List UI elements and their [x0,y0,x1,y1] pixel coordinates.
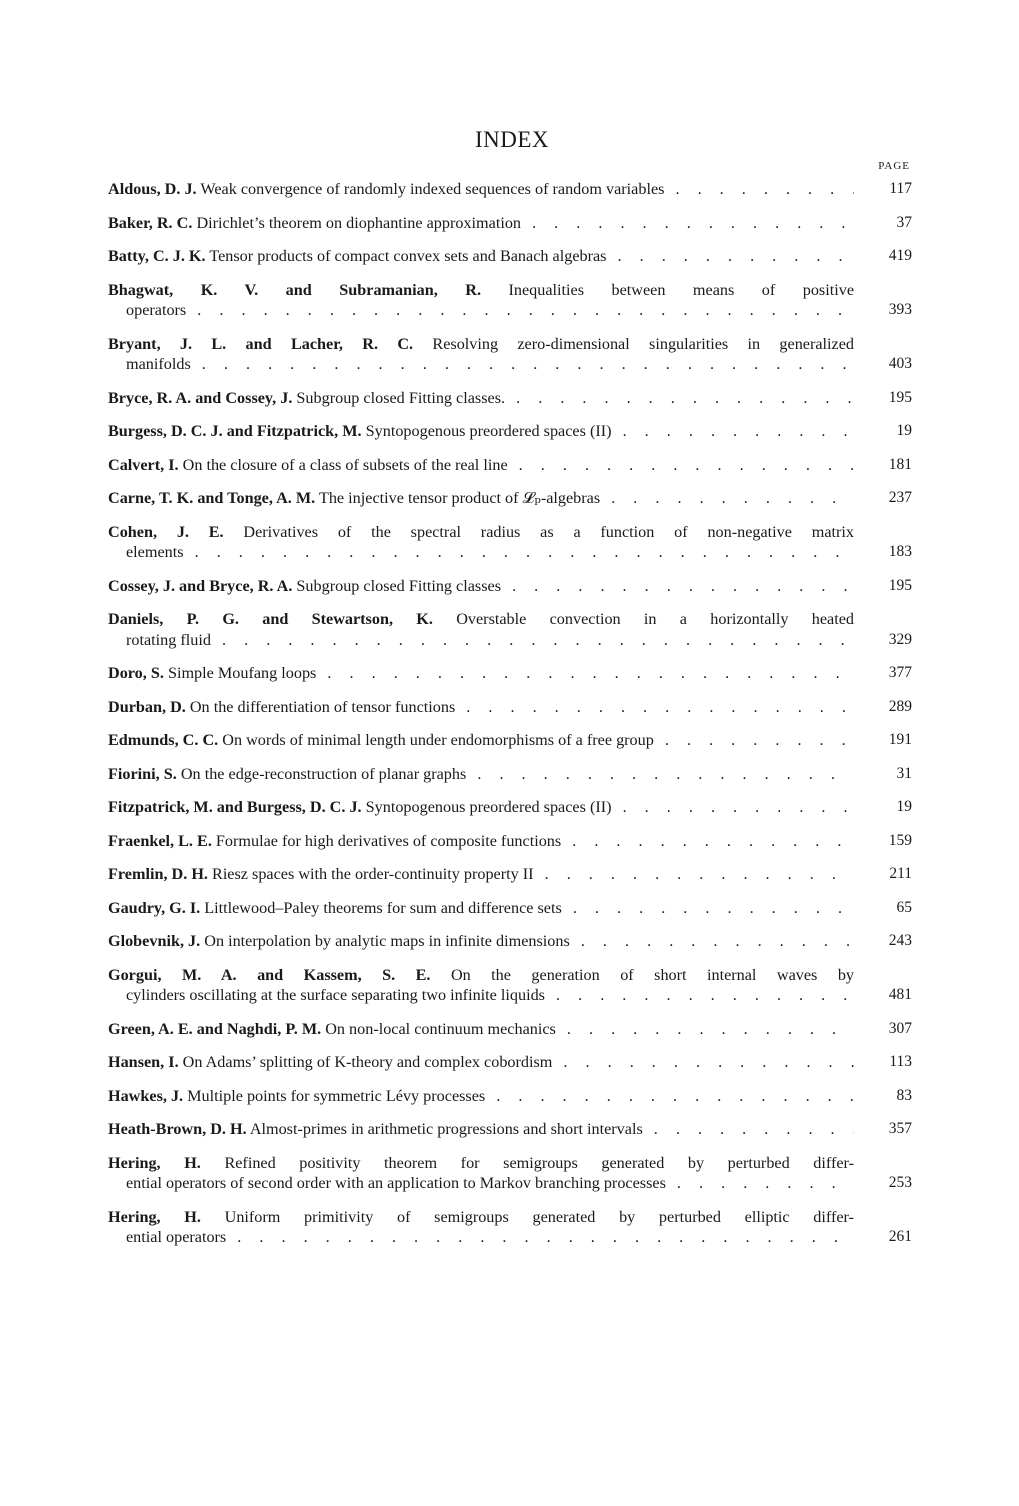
entry-first-line [108,1019,854,1040]
entry-page-number: 481 [888,986,912,1003]
index-page [108,0,916,1506]
entry-title: On the generation of short internal waves by [450,965,854,984]
entry-title: Weak convergence of randomly indexed sequences of random variables [200,180,665,198]
index-entry [108,965,916,1006]
entry-author: Cossey, J. and Bryce, R. A. [108,576,293,595]
index-entry [108,697,916,718]
page-column-heading: PAGE [878,160,910,172]
entry-author: Heath-Brown, D. H. [108,1120,247,1138]
entry-first-line [108,334,854,355]
entry-author: Hansen, I. [108,1053,179,1071]
entry-author: Cohen, J. E. [108,522,224,541]
entry-first-line [108,455,854,476]
entry-title: Riesz spaces with the order-continuity property II [212,865,534,883]
entry-page-number: 191 [888,731,912,748]
index-entries [108,179,916,1261]
entry-title: Littlewood–Paley theorems for sum and difference sets [204,898,562,917]
entry-page-number: 19 [896,798,912,815]
entry-title: On words of minimal length under endomorphisms of a free group [222,731,654,749]
index-entry [108,931,916,952]
entry-author: Gaudry, G. I. [108,898,201,917]
entry-page-number: 195 [888,388,912,406]
entry-author: Fraenkel, L. E. [108,831,212,850]
entry-page-number: 159 [888,831,912,849]
entry-author: Green, A. E. and Naghdi, P. M. [108,1019,322,1038]
index-entry [108,334,916,375]
index-entry [108,797,916,818]
entry-page-number: 211 [889,865,912,882]
entry-page-number: 419 [888,247,912,264]
entry-page-number: 83 [896,1086,912,1104]
entry-title: Tensor products of compact convex sets and Banach algebras [209,247,607,265]
entry-author: Edmunds, C. C. [108,731,219,749]
entry-title-continued: cylinders oscillating at the surface separating two infinite liquids [126,986,545,1004]
entry-continuation-line [108,300,854,321]
page-title: INDEX [474,127,550,152]
entry-first-line [108,488,854,509]
entry-page-number: 19 [896,422,912,439]
entry-title: On the edge-reconstruction of planar graphs [180,764,467,783]
entry-first-line [108,179,854,200]
index-entry [108,455,916,476]
entry-first-line [108,609,854,630]
index-entry [108,280,916,321]
entry-title: Uniform primitivity of semigroups generated by perturbed elliptic differ- [224,1207,854,1226]
entry-first-line [108,1052,854,1073]
entry-author: Bryant, J. L. and Lacher, R. C. [108,334,414,353]
entry-page-number: 253 [888,1174,912,1191]
entry-first-line [108,931,854,952]
entry-page-number: 195 [888,576,912,594]
index-entry [108,663,916,684]
index-entry [108,764,916,785]
entry-page-number: 289 [888,697,912,715]
entry-first-line [108,898,854,919]
entry-page-number: 65 [896,898,912,916]
entry-title: On Adams’ splitting of K-theory and complex cobordism [182,1053,553,1071]
entry-page-number: 183 [888,543,912,560]
entry-author: Gorgui, M. A. and Kassem, S. E. [108,965,431,984]
entry-author: Baker, R. C. [108,213,193,232]
entry-page-number: 113 [889,1053,912,1070]
entry-author: Fremlin, D. H. [108,865,208,883]
index-entry [108,388,916,409]
entry-page-number: 329 [888,630,912,648]
entry-page-number: 37 [896,213,912,231]
index-entry [108,213,916,234]
entry-author: Calvert, I. [108,455,179,474]
entry-author: Durban, D. [108,697,186,716]
index-entry [108,898,916,919]
entry-author: Globevnik, J. [108,932,201,950]
entry-author: Aldous, D. J. [108,180,197,198]
entry-title: Refined positivity theorem for semigroups generated by perturbed differ- [224,1153,854,1172]
entry-title: On non-local continuum mechanics [325,1019,556,1038]
entry-first-line [108,246,854,267]
entry-author: Daniels, P. G. and Stewartson, K. [108,610,433,628]
entry-continuation-line [108,1227,854,1248]
entry-author: Bryce, R. A. and Cossey, J. [108,388,293,407]
index-entry [108,522,916,563]
entry-title: Resolving zero-dimensional singularities in generalized [432,334,854,353]
entry-first-line [108,1153,854,1174]
entry-first-line [108,280,854,301]
entry-title: Subgroup closed Fitting classes. [296,388,506,407]
entry-continuation-line [108,985,854,1006]
entry-author: Bhagwat, K. V. and Subramanian, R. [108,280,481,299]
entry-page-number: 261 [888,1228,912,1245]
entry-page-number: 243 [888,932,912,949]
entry-title: Syntopogenous preordered spaces (II) [365,798,612,816]
index-entry [108,1119,916,1140]
entry-page-number: 31 [896,764,912,782]
entry-title: Syntopogenous preordered spaces (II) [365,422,612,440]
entry-author: Carne, T. K. and Tonge, A. M. [108,489,316,507]
entry-title: On interpolation by analytic maps in infinite dimensions [204,932,570,950]
entry-title-continued: operators [126,301,187,319]
entry-first-line [108,697,854,718]
entry-continuation-line [108,630,854,651]
entry-page-number: 117 [889,180,912,197]
entry-first-line [108,1207,854,1228]
index-entry [108,1086,916,1107]
entry-title-continued: rotating fluid [126,630,211,649]
entry-author: Doro, S. [108,664,164,682]
index-entry [108,864,916,885]
entry-first-line [108,421,854,442]
index-entry [108,421,916,442]
entry-author: Batty, C. J. K. [108,247,206,265]
entry-author: Hering, H. [108,1153,201,1172]
entry-title-continued: elements [126,543,184,561]
index-entry [108,831,916,852]
entry-title: On the differentiation of tensor functions [189,697,456,716]
entry-page-number: 357 [888,1120,912,1137]
index-entry [108,1207,916,1248]
entry-first-line [108,522,854,543]
entry-first-line [108,764,854,785]
entry-page-number: 181 [888,455,912,473]
entry-first-line [108,797,854,818]
entry-author: Fiorini, S. [108,764,177,783]
entry-first-line [108,864,854,885]
entry-first-line [108,663,854,684]
entry-page-number: 403 [888,355,912,372]
entry-page-number: 393 [888,301,912,318]
entry-first-line [108,1119,854,1140]
entry-first-line [108,730,854,751]
entry-title: Dirichlet’s theorem on diophantine approximation [196,213,522,232]
entry-first-line [108,965,854,986]
entry-author: Hawkes, J. [108,1086,184,1105]
entry-author: Burgess, D. C. J. and Fitzpatrick, M. [108,422,362,440]
entry-title-continued: manifolds [126,355,191,373]
entry-title: Multiple points for symmetric Lévy processes [187,1086,486,1105]
entry-author: Hering, H. [108,1207,201,1226]
index-entry [108,488,916,509]
entry-page-number: 377 [888,664,912,681]
index-entry [108,246,916,267]
entry-continuation-line [108,1173,854,1194]
entry-title: On the closure of a class of subsets of the real line [182,455,508,474]
entry-page-number: 307 [888,1019,912,1037]
index-entry [108,1052,916,1073]
entry-title: Formulae for high derivatives of composite functions [215,831,562,850]
index-entry [108,1019,916,1040]
entry-continuation-line [108,542,854,563]
entry-page-number: 237 [888,489,912,506]
entry-title: Almost-primes in arithmetic progressions and short intervals [249,1120,643,1138]
index-entry [108,179,916,200]
entry-title: Simple Moufang loops [167,664,317,682]
entry-title: Inequalities between means of positive [508,280,854,299]
entry-author: Fitzpatrick, M. and Burgess, D. C. J. [108,798,362,816]
entry-first-line [108,1086,854,1107]
entry-first-line [108,388,854,409]
entry-first-line [108,831,854,852]
index-entry [108,576,916,597]
entry-title-continued: ential operators [126,1228,227,1246]
entry-title: The injective tensor product of 𝓛ₚ-algebras [318,489,601,507]
index-entry [108,1153,916,1194]
entry-title-continued: ential operators of second order with an application to Markov branching processes [126,1174,666,1192]
entry-title: Overstable convection in a horizontally heated [456,610,854,628]
entry-continuation-line [108,354,854,375]
entry-first-line [108,576,854,597]
entry-title: Derivatives of the spectral radius as a function of non-negative matrix [243,522,854,541]
entry-first-line [108,213,854,234]
index-entry [108,609,916,650]
index-entry [108,730,916,751]
entry-title: Subgroup closed Fitting classes [296,576,502,595]
